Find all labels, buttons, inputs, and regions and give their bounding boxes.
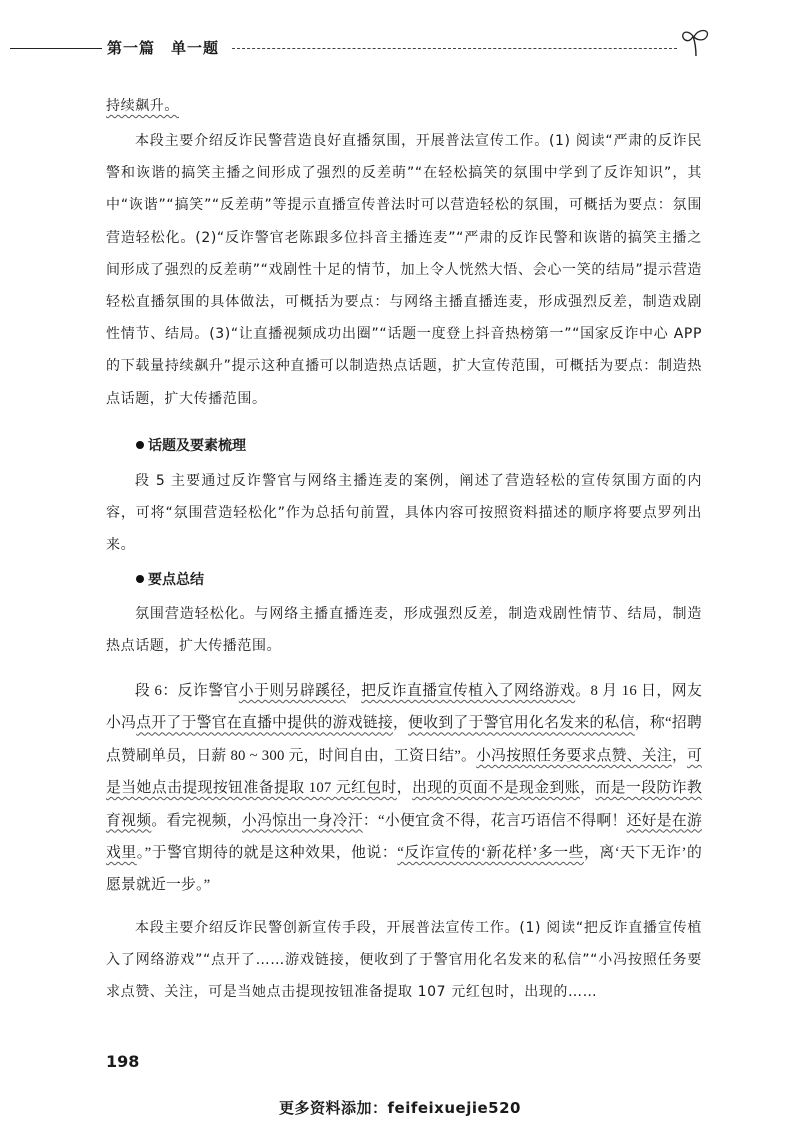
header-rule-right: [232, 48, 677, 49]
case-underlined: 小冯按照任务要求点赞、关注: [476, 747, 672, 764]
case-paragraph-6: [106, 675, 702, 902]
case-underlined: 小于则另辟蹊径: [238, 683, 346, 699]
header-rule-left: [10, 48, 102, 49]
case-text: ：“小便宜贪不得，花言巧语信不得啊！: [362, 812, 627, 829]
case-underlined: “反诈宣传的‘新花样’多一些: [397, 845, 585, 862]
case-text: ，称“招聘点赞刷单员，日薪 80 ~ 300 元，时间自由，工资日结”。: [106, 715, 702, 764]
case-underlined: 便收到了于警官用化名发来的私信: [408, 715, 635, 732]
page-number: 198: [106, 1052, 140, 1071]
fragment-text: 持续飙升。: [106, 98, 179, 114]
running-header-title: 第一篇 单一题: [107, 39, 220, 57]
footer-note: 更多资料添加：feifeixuejie520: [279, 1099, 521, 1117]
case-underlined: 小冯惊出一身冷汗: [241, 812, 363, 829]
case-text: ，: [580, 780, 596, 797]
bullet-dot-icon: [136, 575, 144, 583]
case-underlined: 而是一段防诈教育视频: [106, 780, 703, 829]
case-underlined: 把反诈直播宣传植入了网络游戏: [361, 683, 576, 699]
case-text: 。看完视频，: [151, 812, 242, 829]
topic-bullet-heading: [136, 436, 246, 456]
case-text: ，: [393, 715, 409, 732]
continued-fragment: [106, 90, 702, 122]
case-underlined: 点开了于警官在直播中提供的游戏链接: [136, 715, 394, 732]
topic-paragraph: 段 5 主要通过反诈警官与网络主播连麦的案例，阐述了营造轻松的宣传氛围方面的内容，可将“氛围营造轻松化”作为总括句前置，具体内容可按照资料描述的顺序将要点罗列出来。: [106, 473, 702, 554]
case-text: ，: [671, 747, 687, 764]
case-text: 。8 月 16 日，网友小冯: [106, 683, 702, 732]
summary-paragraph: 氛围营造轻松化。与网络主播直播连麦，形成强烈反差，制造戏剧性情节、结局，制造热点话题，扩大传播范围。: [106, 606, 702, 655]
case-text: ，: [396, 780, 413, 797]
case-text: ，离‘天下无诈’的愿景就近一步。”: [106, 845, 702, 894]
analysis-paragraph-2: 本段主要介绍反诈民警创新宣传手段，开展普法宣传工作。(1) 阅读“把反诈直播宣传植入了网络游戏”“点开了……游戏链接，便收到了于警官用化名发来的私信”“小冯按照任务要求点赞、关注，可是当她点击提现按钮准备提取 107 元红包时，出现的……: [106, 920, 702, 1001]
case-text: 段 6：反诈警官: [135, 683, 239, 699]
summary-bullet-heading: [136, 570, 204, 590]
topic-heading-label: 话题及要素梳理: [148, 438, 246, 454]
case-underlined: 还好是在游戏里: [106, 812, 703, 862]
sprout-icon: [678, 26, 714, 58]
case-underlined: 出现的页面不是现金到账: [412, 780, 581, 797]
case-text: 。”于警官期待的就是这种效果，他说：: [136, 845, 398, 862]
summary-heading-label: 要点总结: [148, 572, 204, 588]
case-text: ，: [345, 683, 362, 699]
case-underlined: 可是当她点击提现按钮准备提取 107 元红包时: [106, 747, 702, 797]
bullet-dot-icon: [136, 441, 144, 449]
analysis-paragraph-1: 本段主要介绍反诈民警营造良好直播氛围，开展普法宣传工作。(1) 阅读“严肃的反诈民警和诙谐的搞笑主播之间形成了强烈的反差萌”“在轻松搞笑的氛围中学到了反诈知识”，其中“诙谐”“搞笑”“反差萌”等提示直播宣传普法时可以营造轻松的氛围，可概括为要点：氛围营造轻松化。(2)“反诈警官老陈跟多位抖音主播连麦”“严肃的反诈民警和诙谐的搞笑主播之间形成了强烈的反差萌”“戏剧性十足的情节，加上令人恍然大悟、会心一笑的结局”提示营造轻松直播氛围的具体做法，可概括为要点：与网络主播直播连麦，形成强烈反差，制造戏剧性情节、结局。(3)“让直播视频成功出圈”“话题一度登上抖音热榜第一”“国家反诈中心 APP 的下载量持续飙升”提示这种直播可以制造热点话题，扩大宣传范围，可概括为要点：制造热点话题，扩大传播范围。: [106, 133, 702, 407]
